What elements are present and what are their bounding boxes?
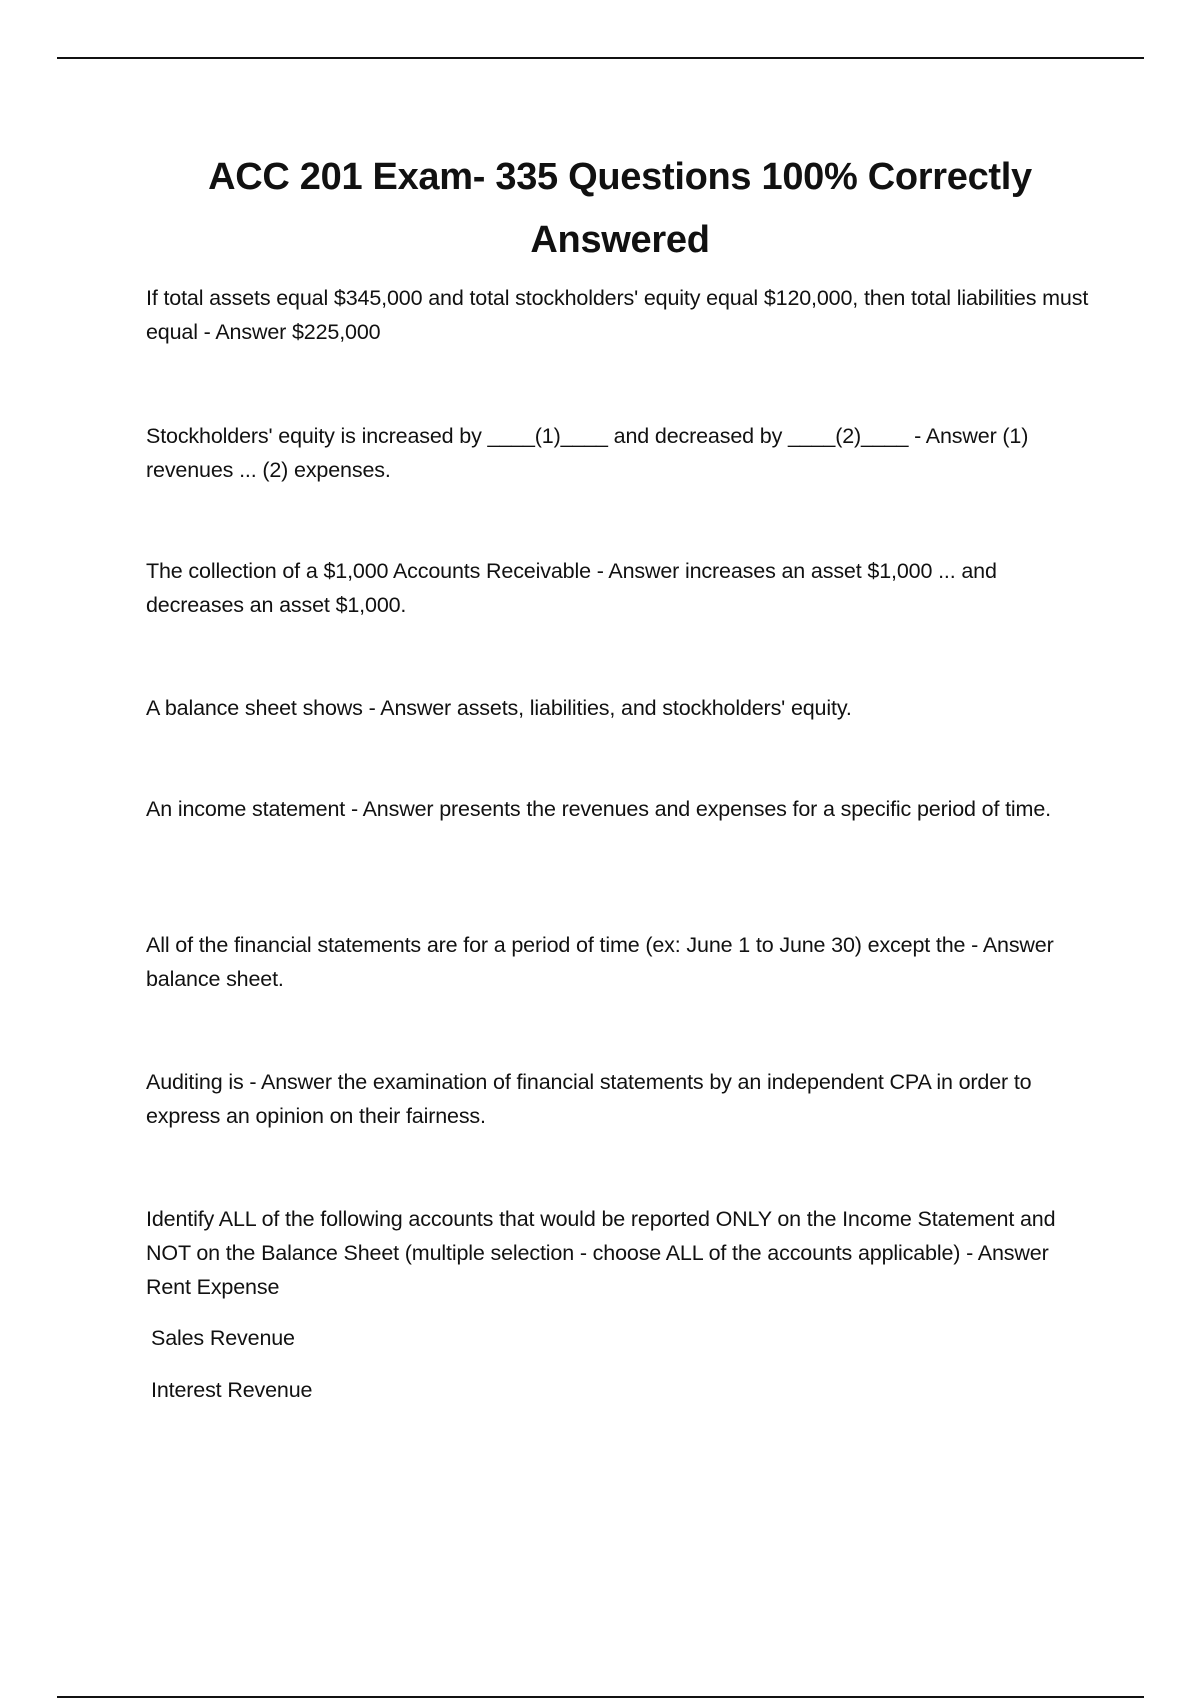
page-title: ACC 201 Exam- 335 Questions 100% Correctly Answered <box>208 156 1032 261</box>
qa-item-1 <box>146 281 1096 349</box>
answer-label: Answer <box>925 424 1003 448</box>
question-text: Identify ALL of the following accounts that would be reported ONLY on the Income Statement and NOT on the Balance Sheet (multiple selection - choose ALL of the accounts applicable) <box>146 1207 1056 1265</box>
answer-text: increases an asset $1,000 ... and decreases an asset $1,000. <box>146 559 997 617</box>
answer-label: Answer <box>215 320 292 344</box>
answer-text: the examination of financial statements by an independent CPA in order to express an opinion on their fairness. <box>146 1070 1032 1128</box>
question-text: All of the financial statements are for a period of time (ex: June 1 to June 30) except the <box>146 933 966 957</box>
header-rule <box>57 57 1144 59</box>
answer-separator: - <box>345 797 363 821</box>
answer-text: assets, liabilities, and stockholders' equity. <box>456 696 852 720</box>
question-text: Stockholders' equity is increased by ____(1)____ and decreased by ____(2)____ <box>146 424 909 448</box>
qa-item-2 <box>146 419 1096 487</box>
question-text: An income statement <box>146 797 346 821</box>
answer-text: presents the revenues and expenses for a specific period of time. <box>439 797 1051 821</box>
answer-text: (1) revenues ... (2) expenses. <box>146 424 1029 482</box>
answer-label: Answer <box>608 559 685 583</box>
question-text: Auditing is <box>146 1070 244 1094</box>
qa-item-5 <box>146 792 1096 826</box>
answer-label: Answer <box>380 696 457 720</box>
answer-separator: - <box>243 1070 262 1094</box>
answer-text: $225,000 <box>291 320 381 344</box>
answer-text: Rent Expense <box>146 1275 280 1299</box>
answer-label: Answer <box>977 1241 1049 1265</box>
extra-answer-interest-revenue: Interest Revenue <box>151 1378 313 1402</box>
answer-separator: - <box>362 696 381 720</box>
footer-rule <box>57 1696 1144 1698</box>
answer-text: balance sheet. <box>146 967 284 991</box>
answer-label: Answer <box>982 933 1054 957</box>
qa-item-7 <box>146 1065 1096 1133</box>
answer-separator: - <box>960 1241 978 1265</box>
question-text: A balance sheet shows <box>146 696 363 720</box>
answer-label: Answer <box>362 797 440 821</box>
extra-answer-sales-revenue: Sales Revenue <box>151 1326 295 1350</box>
answer-separator: - <box>197 320 216 344</box>
question-text: If total assets equal $345,000 and total stockholders' equity equal $120,000, then total liabilities must equal <box>146 286 1089 344</box>
answer-separator: - <box>908 424 926 448</box>
qa-item-8 <box>146 1202 1096 1304</box>
answer-label: Answer <box>261 1070 338 1094</box>
qa-item-3 <box>146 554 1096 622</box>
answer-separator: - <box>590 559 609 583</box>
qa-item-6 <box>146 928 1096 996</box>
question-text: The collection of a $1,000 Accounts Receivable <box>146 559 591 583</box>
answer-separator: - <box>965 933 983 957</box>
qa-item-4 <box>146 691 1096 725</box>
